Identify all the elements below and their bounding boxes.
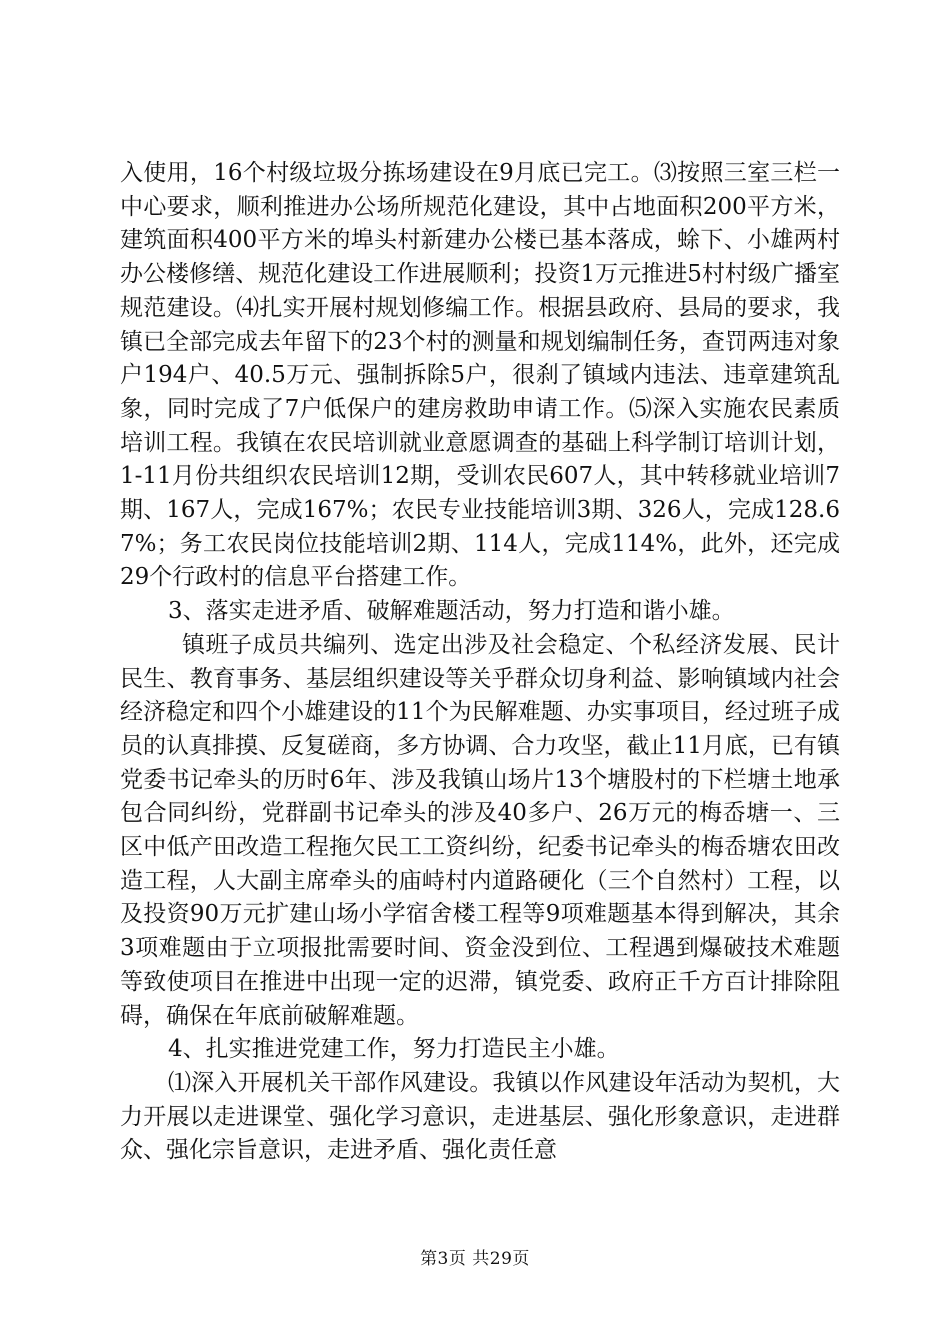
body-paragraph-continued: 入使用，16个村级垃圾分拣场建设在9月底已完工。⑶按照三室三栏一中心要求，顺利推进办公场所规范化建设，其中占地面积200平方米，建筑面积400平方米的埠头村新建办公楼已基本落成，蜍下、小雄两村办公楼修缮、规范化建设工作进展顺利；投资1万元推进5村村级广播室规范建设。⑷扎实开展村规划修编工作。根据县政府、县局的要求，我镇已全部完成去年留下的23个村的测量和规划编制任务，查罚两违对象户194户、40.5万元、强制拆除5户，很刹了镇域内违法、违章建筑乱象，同时完成了7户低保户的建房救助申请工作。⑸深入实施农民素质培训工程。我镇在农民培训就业意愿调查的基础上科学制订培训计划，1-11月份共组织农民培训12期，受训农民607人，其中转移就业培训7期、167人，完成167%；农民专业技能培训3期、326人，完成128.67%；务工农民岗位技能培训2期、114人，完成114%，此外，还完成29个行政村的信息平台搭建工作。	[120, 160, 840, 591]
body-paragraph: ⑴深入开展机关干部作风建设。我镇以作风建设年活动为契机，大力开展以走进课堂、强化学习意识，走进基层、强化形象意识，走进群众、强化宗旨意识，走进矛盾、强化责任意	[120, 1069, 840, 1164]
body-paragraph: 镇班子成员共编列、选定出涉及社会稳定、个私经济发展、民计民生、教育事务、基层组织建设等关乎群众切身利益、影响镇域内社会经济稳定和四个小雄建设的11个为民解难题、办实事项目，经过班子成员的认真排摸、反复磋商，多方协调、合力攻坚，截止11月底，已有镇党委书记牵头的历时6年、涉及我镇山场片13个塘股村的下栏塘土地承包合同纠纷，党群副书记牵头的涉及40多户、26万元的梅岙塘一、三区中低产田改造工程拖欠民工工资纠纷，纪委书记牵头的梅岙塘农田改造工程，人大副主席牵头的庙峙村内道路硬化（三个自然村）工程，以及投资90万元扩建山场小学宿舍楼工程等9项难题基本得到解决，其余3项难题由于立项报批需要时间、资金没到位、工程遇到爆破技术难题等致使项目在推进中出现一定的迟滞，镇党委、政府正千方百计排除阻碍，确保在年底前破解难题。	[120, 631, 840, 1029]
section-heading-4: 4、扎实推进党建工作，努力打造民主小雄。	[168, 1036, 620, 1063]
document-body	[120, 157, 840, 1168]
page-number-footer: 第3页 共29页	[420, 1249, 530, 1269]
section-heading-3: 3、落实走进矛盾、破解难题活动，努力打造和谐小雄。	[168, 598, 735, 625]
